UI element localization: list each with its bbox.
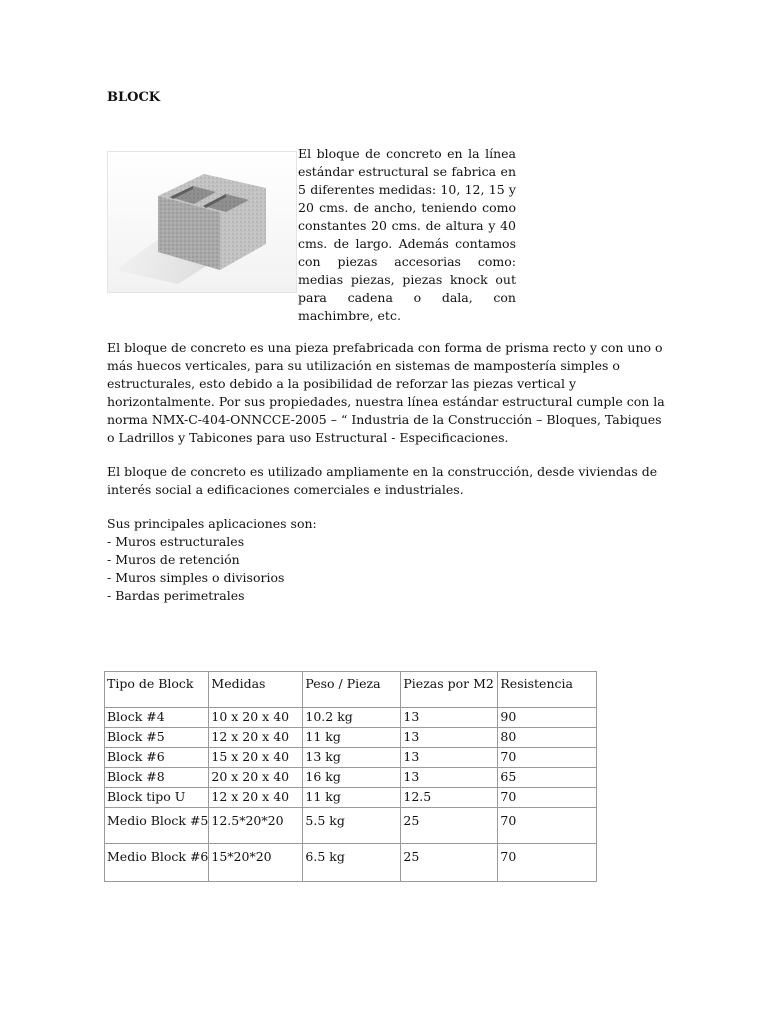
- table-cell: 12.5*20*20: [209, 808, 303, 844]
- table-cell: Block tipo U: [105, 788, 209, 808]
- table-cell: 12 x 20 x 40: [209, 788, 303, 808]
- table-row: [105, 728, 597, 748]
- table-header-row: [105, 672, 597, 708]
- table-cell: 12 x 20 x 40: [209, 728, 303, 748]
- table-cell: Medio Block #5: [105, 808, 209, 844]
- concrete-block-image: [107, 151, 297, 293]
- table-cell: 15 x 20 x 40: [209, 748, 303, 768]
- table-row: [105, 748, 597, 768]
- list-item: - Muros estructurales: [107, 534, 245, 549]
- table-cell: 25: [401, 808, 498, 844]
- applications-list: [107, 533, 317, 605]
- table-cell: 25: [401, 844, 498, 882]
- table-cell: 70: [498, 808, 597, 844]
- usage-paragraph: El bloque de concreto es utilizado ampliamente en la construcción, desde viviendas de interés social a edificaciones comerciales e industriales.: [107, 464, 658, 497]
- table-cell: 20 x 20 x 40: [209, 768, 303, 788]
- list-item: - Muros de retención: [107, 552, 240, 567]
- table-cell: Medio Block #6: [105, 844, 209, 882]
- table-cell: 10 x 20 x 40: [209, 708, 303, 728]
- table-cell: 80: [498, 728, 597, 748]
- table-cell: 15*20*20: [209, 844, 303, 882]
- table-row: [105, 768, 597, 788]
- page-title: BLOCK: [107, 90, 161, 105]
- table-cell: Block #4: [105, 708, 209, 728]
- description-paragraph: El bloque de concreto es una pieza prefabricada con forma de prisma recto y con uno o más huecos verticales, para su utilización en sistemas de mampostería simples o estructurales, esto debido a la posibilidad de reforzar las piezas vertical y horizontalmente. Por sus propiedades, nuestra línea estándar estructural cumple con la norma NMX-C-404-ONNCCE-2005 – “ Industria de la Construcción – Bloques, Tabiques o Ladrillos y Tabicones para uso Estructural - Especificaciones.: [107, 340, 665, 445]
- table-cell: 10.2 kg: [303, 708, 401, 728]
- table-cell: 13: [401, 728, 498, 748]
- table-cell: 90: [498, 708, 597, 728]
- table-row: [105, 808, 597, 844]
- table-cell: 13: [401, 768, 498, 788]
- list-item: - Bardas perimetrales: [107, 588, 245, 603]
- header-resistencia: Resistencia: [498, 672, 597, 708]
- table-cell: 65: [498, 768, 597, 788]
- table-cell: 5.5 kg: [303, 808, 401, 844]
- header-medidas: Medidas: [209, 672, 303, 708]
- block-specs-table: [104, 671, 597, 882]
- table-row: [105, 844, 597, 882]
- table-cell: 13 kg: [303, 748, 401, 768]
- table-cell: Block #5: [105, 728, 209, 748]
- table-row: [105, 788, 597, 808]
- table-cell: 13: [401, 708, 498, 728]
- header-piezas: Piezas por M2: [401, 672, 498, 708]
- table-cell: 70: [498, 844, 597, 882]
- header-peso: Peso / Pieza: [303, 672, 401, 708]
- intro-paragraph: El bloque de concreto en la línea estándar estructural se fabrica en 5 diferentes medidas: 10, 12, 15 y 20 cms. de ancho, teniendo como constantes 20 cms. de altura y 40 cms. de largo. Además contamos con piezas accesorias como: medias piezas, piezas knock out para cadena o dala, con machimbre, etc.: [298, 146, 516, 323]
- table-cell: 12.5: [401, 788, 498, 808]
- table-row: [105, 708, 597, 728]
- table-cell: 11 kg: [303, 788, 401, 808]
- applications-heading: Sus principales aplicaciones son:: [107, 516, 317, 531]
- concrete-block-illustration: [108, 152, 296, 292]
- table-cell: 11 kg: [303, 728, 401, 748]
- table-cell: 13: [401, 748, 498, 768]
- header-tipo: Tipo de Block: [105, 672, 209, 708]
- table-cell: Block #8: [105, 768, 209, 788]
- list-item: - Muros simples o divisorios: [107, 570, 285, 585]
- table-cell: 16 kg: [303, 768, 401, 788]
- table-cell: 6.5 kg: [303, 844, 401, 882]
- table-cell: 70: [498, 788, 597, 808]
- table-cell: Block #6: [105, 748, 209, 768]
- applications-section: [107, 515, 317, 605]
- table-cell: 70: [498, 748, 597, 768]
